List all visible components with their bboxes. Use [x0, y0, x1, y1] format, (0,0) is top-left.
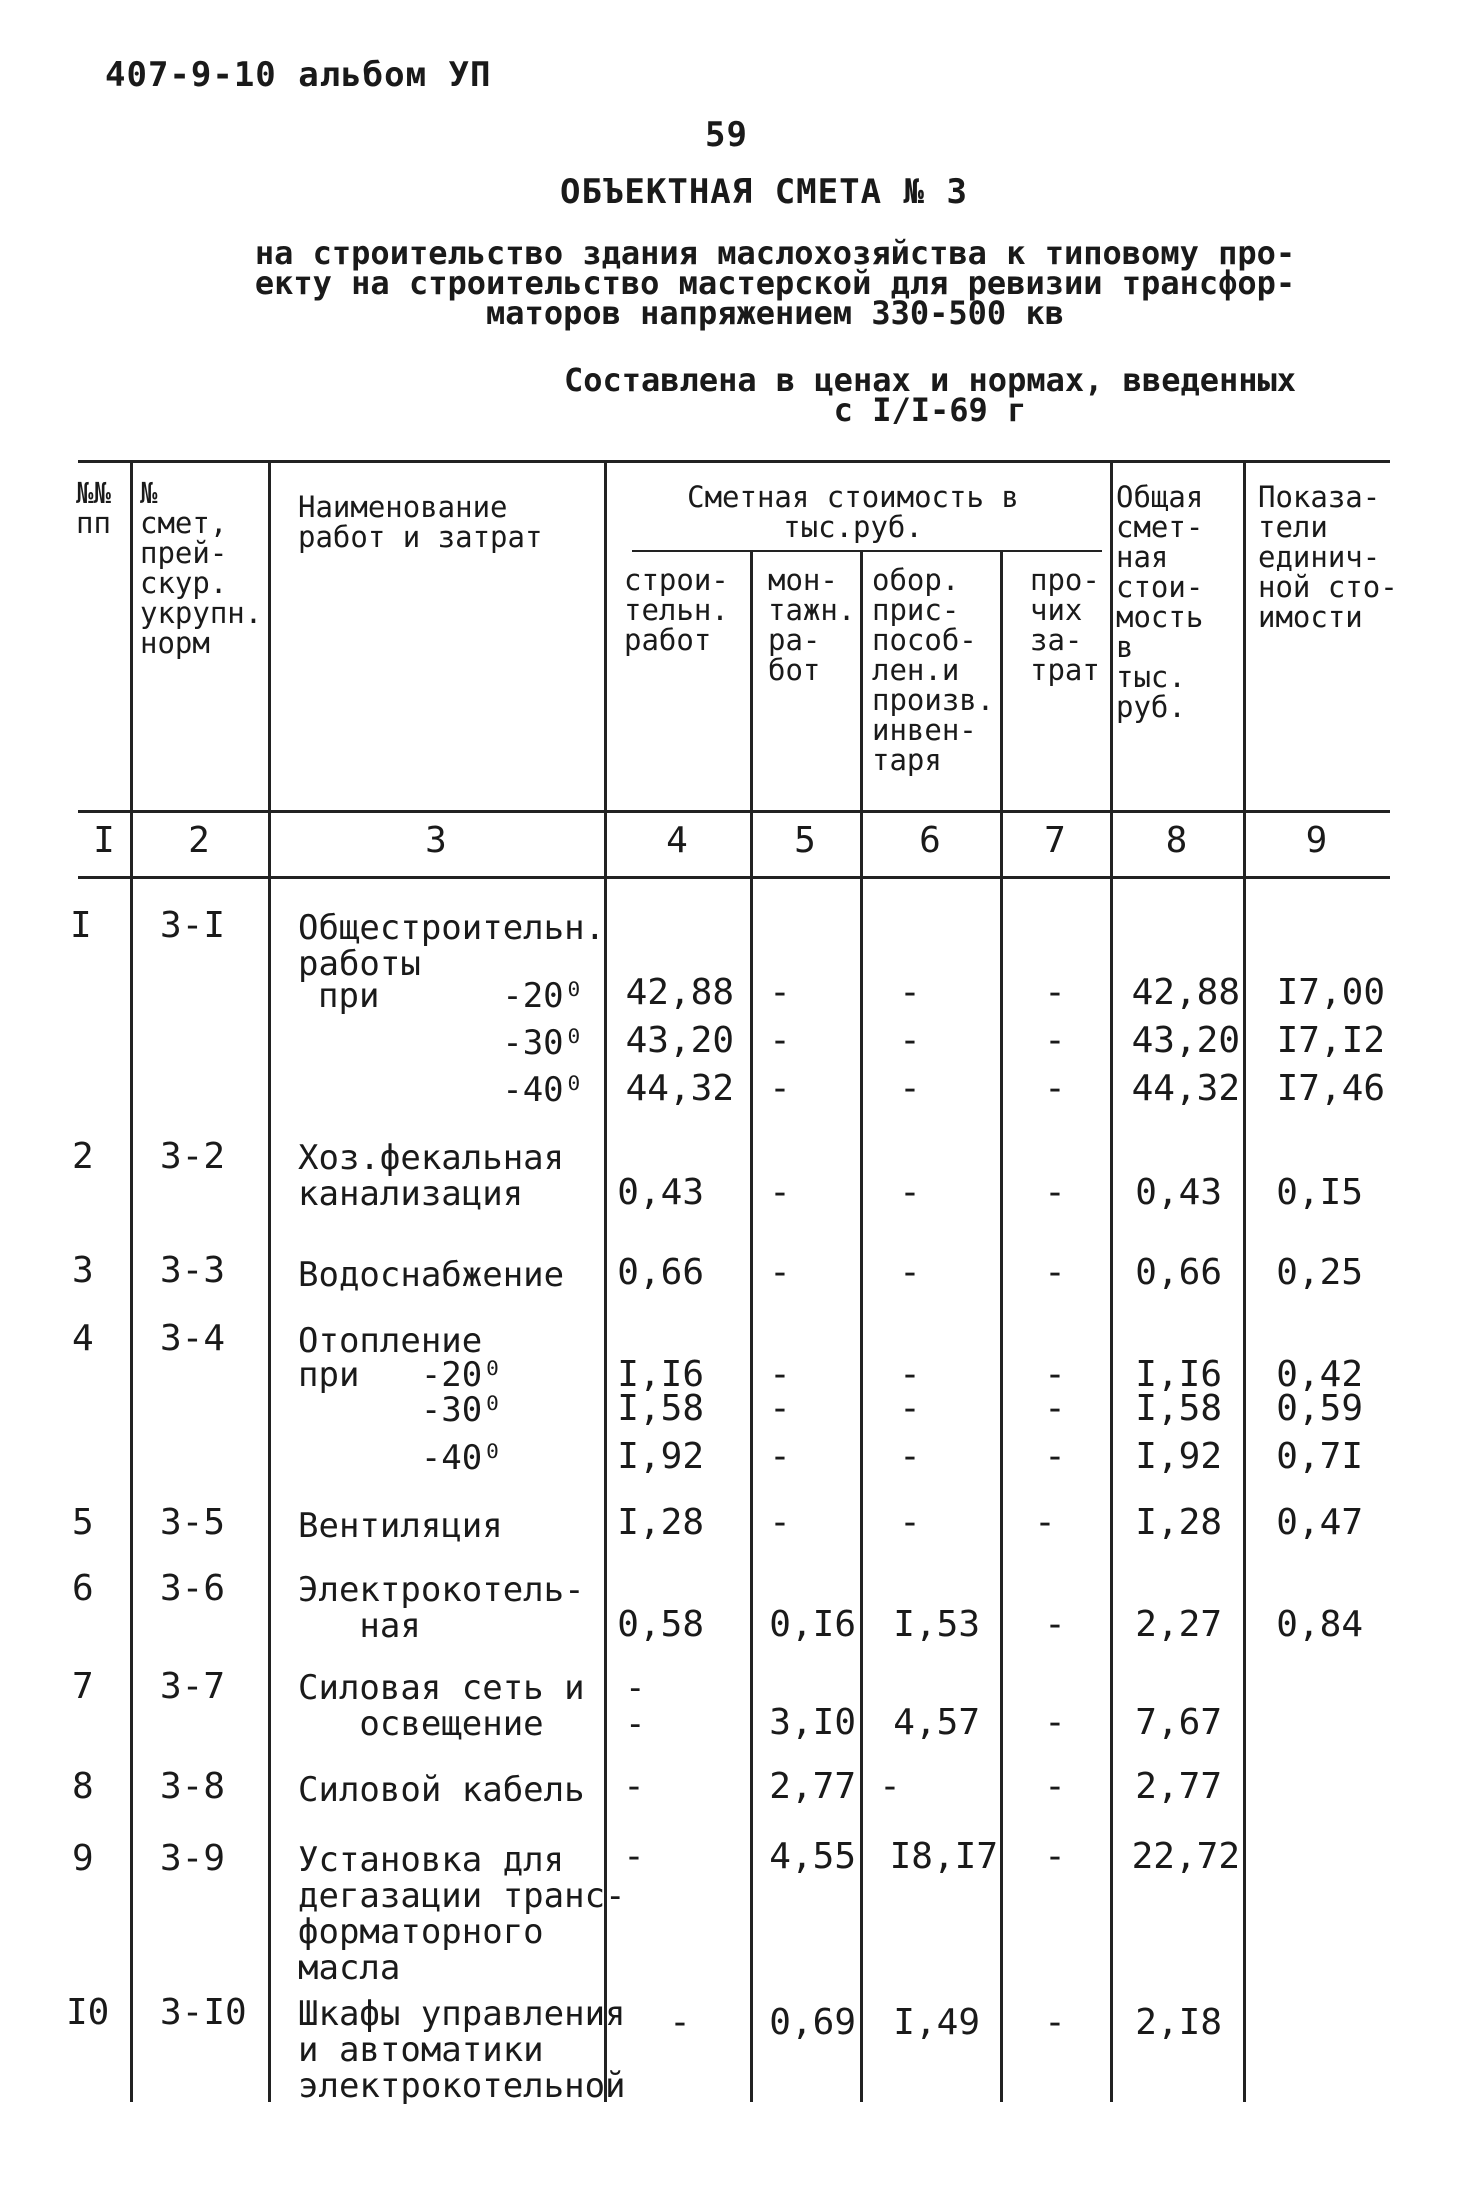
cell-other: -: [1044, 1766, 1066, 1807]
cell-equipment: -: [899, 1068, 921, 1109]
colnum-5: 5: [794, 820, 816, 861]
cell-other: -: [1044, 1252, 1066, 1293]
header-other: про- чих за- трат: [1030, 563, 1100, 687]
cell-other: -: [1034, 1502, 1056, 1543]
cell-other: -: [1044, 1068, 1066, 1109]
cell-total: 43,20: [1131, 1020, 1240, 1061]
cell-installation: -: [769, 1172, 791, 1213]
work-name: Электрокотель- ная: [298, 1570, 585, 1646]
cell-installation: 4,55: [769, 1836, 856, 1877]
work-name: Водоснабжение: [298, 1255, 565, 1295]
cell-other: -: [1044, 1436, 1066, 1477]
header-cost-group: Сметная стоимость в тыс.руб.: [687, 480, 1019, 544]
document-id: 407-9-10 альбом УП: [105, 55, 492, 95]
cell-installation: -: [769, 1068, 791, 1109]
cell-total: 2,27: [1135, 1604, 1222, 1645]
group-header-rule: [632, 550, 1102, 552]
header-estimate-number: № смет, прей- скур. укрупн. норм: [140, 476, 263, 660]
row-number: 5: [72, 1502, 94, 1543]
cell-total: I,I6: [1135, 1354, 1222, 1395]
prices-note: Составлена в ценах и нормах, введенных с I/I-69 г: [563, 361, 1297, 429]
cell-indicator: 0,84: [1276, 1604, 1363, 1645]
cell-construction: 42,88: [625, 972, 734, 1013]
colnum-4: 4: [666, 820, 688, 861]
header-equipment: обор. прис- пособ- лен.и произв. инвен- таря: [872, 563, 995, 777]
cell-construction: 0,66: [617, 1252, 704, 1293]
cell-indicator: I7,46: [1276, 1068, 1385, 1109]
header-total-cost: Общая смет- ная стои- мость в тыс. руб.: [1116, 480, 1204, 724]
row-number: 4: [72, 1318, 94, 1359]
cell-total: I,92: [1135, 1436, 1222, 1477]
cell-construction: 43,20: [625, 1020, 734, 1061]
cell-installation: -: [769, 1388, 791, 1429]
cell-equipment: -: [899, 1502, 921, 1543]
cell-construction: -: [623, 1766, 645, 1807]
row-number: 7: [72, 1666, 94, 1707]
cell-other: -: [1044, 1836, 1066, 1877]
cell-installation: 0,69: [769, 2002, 856, 2043]
cell-equipment: I8,I7: [889, 1836, 998, 1877]
header-work-name: Наименование работ и затрат: [298, 490, 543, 554]
document-subtitle: на строительство здания маслохозяйства к типовому про- екту на строительство мастерской для ревизии трансфор- маторов напряжением 330-500 кв: [254, 234, 1296, 332]
work-name: Установка для дегазации транс- форматорного масла: [298, 1840, 626, 1988]
work-name: Хоз.фекальная канализация: [298, 1138, 565, 1214]
cell-construction: I,28: [617, 1502, 704, 1543]
cell-other: -: [1044, 1172, 1066, 1213]
row-sub-label: -30⁰: [318, 1023, 585, 1063]
cell-installation: 2,77: [769, 1766, 856, 1807]
work-name: Отопление: [298, 1321, 483, 1361]
row-number: 2: [72, 1136, 94, 1177]
work-name: Общестроительн. работы: [298, 908, 606, 984]
cell-total: 22,72: [1131, 1836, 1240, 1877]
work-name: Силовой кабель: [298, 1770, 585, 1810]
cell-total: 0,43: [1135, 1172, 1222, 1213]
row-sub-label: при -20⁰: [318, 976, 585, 1016]
header-installation: мон- тажн. ра- бот: [768, 563, 856, 687]
header-construction: строи- тельн. работ: [624, 563, 729, 657]
row-sub-label: при -20⁰: [298, 1355, 503, 1395]
cell-construction: 0,58: [617, 1604, 704, 1645]
page-number: 59: [705, 115, 748, 155]
cell-installation: -: [769, 1502, 791, 1543]
cell-equipment: -: [899, 1252, 921, 1293]
row-number: 3: [72, 1250, 94, 1291]
cell-indicator: 0,25: [1276, 1252, 1363, 1293]
cell-construction: -: [669, 2002, 691, 2043]
page-title: ОБЪЕКТНАЯ СМЕТА № 3: [560, 172, 968, 212]
cell-indicator: 0,7I: [1276, 1436, 1363, 1477]
row-number: 6: [72, 1568, 94, 1609]
table-top-rule: [78, 460, 1390, 463]
cell-equipment: -: [899, 1354, 921, 1395]
row-number: 8: [72, 1766, 94, 1807]
cell-construction: I,92: [617, 1436, 704, 1477]
cell-total: I,28: [1135, 1502, 1222, 1543]
header-row-number: №№ пп: [76, 476, 111, 540]
row-sub-label: -40⁰: [298, 1438, 503, 1478]
cell-other: -: [1044, 1702, 1066, 1743]
cell-indicator: 0,I5: [1276, 1172, 1363, 1213]
cell-other: -: [1044, 1354, 1066, 1395]
work-name: Вентиляция: [298, 1506, 503, 1546]
cell-construction: I,58: [617, 1388, 704, 1429]
col-divider-2: [268, 462, 271, 2102]
cell-installation: -: [769, 1252, 791, 1293]
cell-other: -: [1044, 1604, 1066, 1645]
cell-equipment: -: [879, 1766, 901, 1807]
row-number: I: [70, 905, 92, 946]
cell-construction: I,I6: [617, 1354, 704, 1395]
cell-other: -: [1044, 1020, 1066, 1061]
cell-installation: -: [769, 1436, 791, 1477]
work-name: Силовая сеть и освещение: [298, 1668, 585, 1744]
cell-installation: -: [769, 1020, 791, 1061]
estimate-code: 3-2: [160, 1136, 226, 1177]
estimate-code: 3-6: [160, 1568, 226, 1609]
cell-total: 2,77: [1135, 1766, 1222, 1807]
colnum-6: 6: [919, 820, 941, 861]
cell-construction: 0,43: [617, 1172, 704, 1213]
estimate-code: 3-4: [160, 1318, 226, 1359]
cell-construction: -: [623, 1836, 645, 1877]
cell-total: 44,32: [1131, 1068, 1240, 1109]
colnum-bottom-rule: [78, 876, 1390, 879]
cell-other: -: [1044, 2002, 1066, 2043]
colnum-1: I: [93, 820, 115, 861]
row-sub-label: -40⁰: [318, 1070, 585, 1110]
cell-total: 2,I8: [1135, 2002, 1222, 2043]
colnum-9: 9: [1305, 820, 1328, 861]
cell-total: 42,88: [1131, 972, 1240, 1013]
col-divider-1: [130, 462, 133, 2102]
cell-equipment: I,53: [893, 1604, 980, 1645]
cell-other: -: [1044, 1388, 1066, 1429]
cell-construction: - -: [625, 1668, 646, 1744]
cell-equipment: 4,57: [893, 1702, 980, 1743]
cell-equipment: -: [899, 1388, 921, 1429]
cell-total: I,58: [1135, 1388, 1222, 1429]
cell-total: 7,67: [1135, 1702, 1222, 1743]
estimate-code: 3-I: [160, 905, 226, 946]
header-bottom-rule: [78, 810, 1390, 813]
cell-other: -: [1044, 972, 1066, 1013]
cell-equipment: -: [899, 1020, 921, 1061]
cell-indicator: 0,42: [1276, 1354, 1363, 1395]
estimate-code: 3-9: [160, 1838, 226, 1879]
cell-equipment: I,49: [893, 2002, 980, 2043]
cell-installation: 0,I6: [769, 1604, 856, 1645]
estimate-code: 3-3: [160, 1250, 226, 1291]
cell-total: 0,66: [1135, 1252, 1222, 1293]
cell-construction: 44,32: [625, 1068, 734, 1109]
cell-installation: -: [769, 1354, 791, 1395]
header-unit-indicators: Показа- тели единич- ной сто- имости: [1258, 480, 1398, 634]
estimate-code: 3-8: [160, 1766, 226, 1807]
colnum-3: 3: [425, 820, 447, 861]
cell-indicator: I7,00: [1276, 972, 1385, 1013]
row-sub-label: -30⁰: [298, 1390, 503, 1430]
cell-equipment: -: [899, 972, 921, 1013]
cell-equipment: -: [899, 1172, 921, 1213]
estimate-code: 3-I0: [160, 1992, 247, 2033]
row-number: 9: [72, 1838, 94, 1879]
row-number: I0: [66, 1992, 110, 2033]
cell-installation: 3,I0: [769, 1702, 856, 1743]
estimate-code: 3-5: [160, 1502, 226, 1543]
colnum-2: 2: [188, 820, 210, 861]
cell-indicator: I7,I2: [1276, 1020, 1385, 1061]
colnum-8: 8: [1165, 820, 1188, 861]
estimate-code: 3-7: [160, 1666, 226, 1707]
work-name: Шкафы управления и автоматики электрокотельной: [298, 1994, 626, 2106]
cell-installation: -: [769, 972, 791, 1013]
cell-indicator: 0,59: [1276, 1388, 1363, 1429]
cell-indicator: 0,47: [1276, 1502, 1363, 1543]
colnum-7: 7: [1044, 820, 1066, 861]
cell-equipment: -: [899, 1436, 921, 1477]
